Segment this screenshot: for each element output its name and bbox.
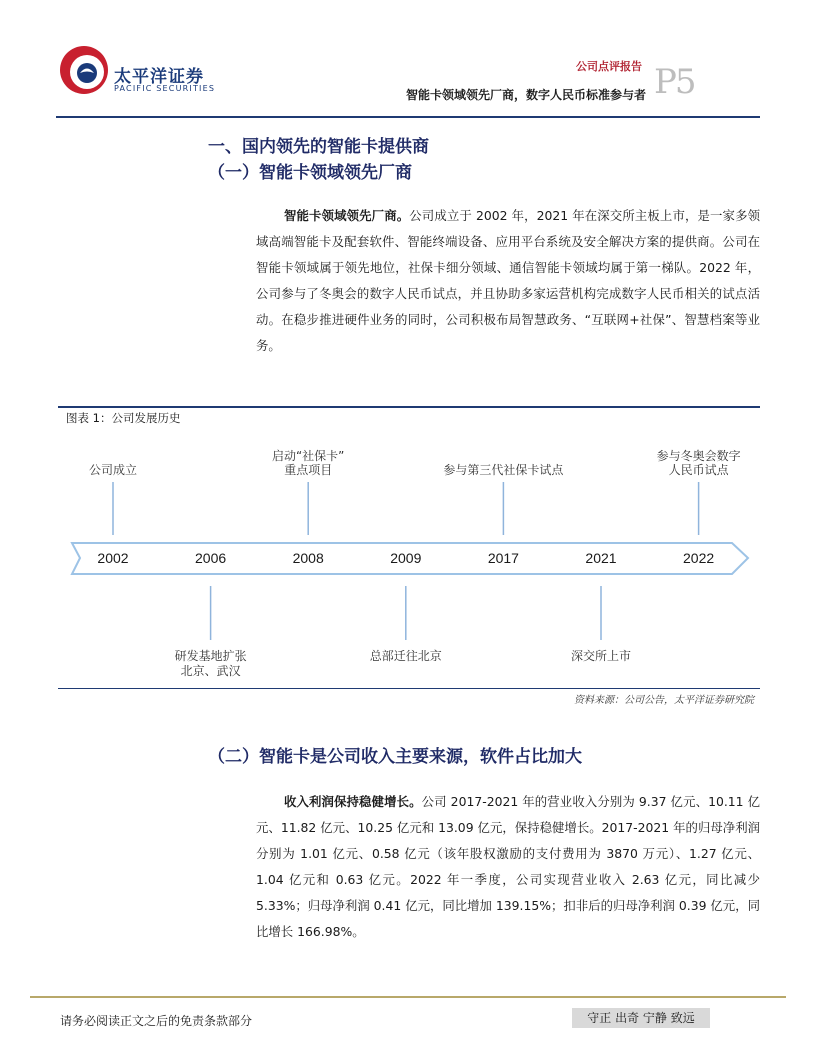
report-subtitle: 智能卡领域领先厂商，数字人民币标准参与者	[405, 88, 646, 102]
header-divider	[56, 116, 760, 118]
timeline-event-label: 研发基地扩张	[174, 649, 247, 663]
paragraph-body: 公司成立于 2002 年，2021 年在深交所主板上市，是一家多领域高端智能卡及配套软件、智能终端设备、应用平台系统及安全解决方案的提供商。公司在智能卡领域属于领先地位，社保卡细分领域、通信智能卡领域均属于第一梯队。2022 年，公司参与了冬奥会的数字人民币试点，并且协助多家运营机构完成数字人民币相关的试点活动。在稳步推进硬件业务的同时，公司积极布局智慧政务、“互联网+社保”、智慧档案等业务。	[256, 208, 760, 353]
brand-name-cn: 太平洋证券	[114, 67, 204, 87]
figure-source: 资料来源：公司公告，太平洋证券研究院	[574, 695, 754, 706]
timeline-event-label: 北京、武汉	[180, 664, 241, 678]
timeline-year-label: 2008	[292, 550, 324, 566]
timeline-year-label: 2017	[487, 550, 519, 566]
figure-bottom-rule	[58, 688, 760, 689]
timeline-event-label: 重点项目	[284, 463, 333, 477]
brand-name-en: PACIFIC SECURITIES	[114, 84, 216, 93]
figure-title: 图表 1：公司发展历史	[66, 411, 181, 425]
paragraph-lead: 收入利润保持稳健增长。	[284, 794, 422, 809]
section-2-subheading: （二）智能卡是公司收入主要来源，软件占比加大	[208, 747, 582, 767]
section-2-paragraph	[256, 789, 760, 945]
timeline-year-label: 2002	[97, 550, 129, 566]
section-1-subheading: （一）智能卡领域领先厂商	[208, 163, 412, 183]
footer-divider	[30, 996, 786, 998]
timeline-event-label: 参与冬奥会数字	[656, 449, 741, 463]
figure-top-rule	[58, 406, 760, 408]
paragraph-body: 公司 2017-2021 年的营业收入分别为 9.37 亿元、10.11 亿元、11.82 亿元、10.25 亿元和 13.09 亿元，保持稳健增长。2017-2021 年的归母净利润分别为 1.01 亿元、0.58 亿元（该年股权激励的支付费用为 3870 万元）、1.27 亿元、1.04 亿元和 0.63 亿元。2022 年一季度，公司实现营业收入 2.63 亿元，同比减少 5.33%；归母净利润 0.41 亿元，同比增加 139.15%；扣非后的归母净利润 0.39 亿元，同比增长 166.98%。	[256, 794, 761, 939]
timeline-event-label: 深交所上市	[570, 649, 632, 663]
disclaimer-note: 请务必阅读正文之后的免责条款部分	[60, 1014, 253, 1028]
page-number: P5	[654, 62, 695, 102]
paragraph-lead: 智能卡领域领先厂商。	[284, 208, 410, 223]
timeline-year-label: 2022	[683, 550, 715, 566]
report-type: 公司点评报告	[576, 60, 642, 73]
timeline-event-label: 参与第三代社保卡试点	[443, 463, 564, 477]
timeline-event-label: 公司成立	[88, 463, 138, 477]
section-1-heading: 一、国内领先的智能卡提供商	[208, 137, 429, 157]
company-history-timeline	[58, 430, 760, 688]
timeline-year-label: 2009	[390, 550, 422, 566]
timeline-event-label: 人民币试点	[668, 463, 729, 477]
pacific-securities-logo-icon	[58, 44, 110, 96]
timeline-event-label: 总部迁往北京	[369, 649, 442, 663]
timeline-year-label: 2021	[585, 550, 617, 566]
timeline-year-label: 2006	[195, 550, 227, 566]
section-1-paragraph	[256, 203, 760, 359]
timeline-event-label: 启动“社保卡”	[271, 449, 345, 463]
company-motto: 守正 出奇 宁静 致远	[572, 1008, 710, 1028]
